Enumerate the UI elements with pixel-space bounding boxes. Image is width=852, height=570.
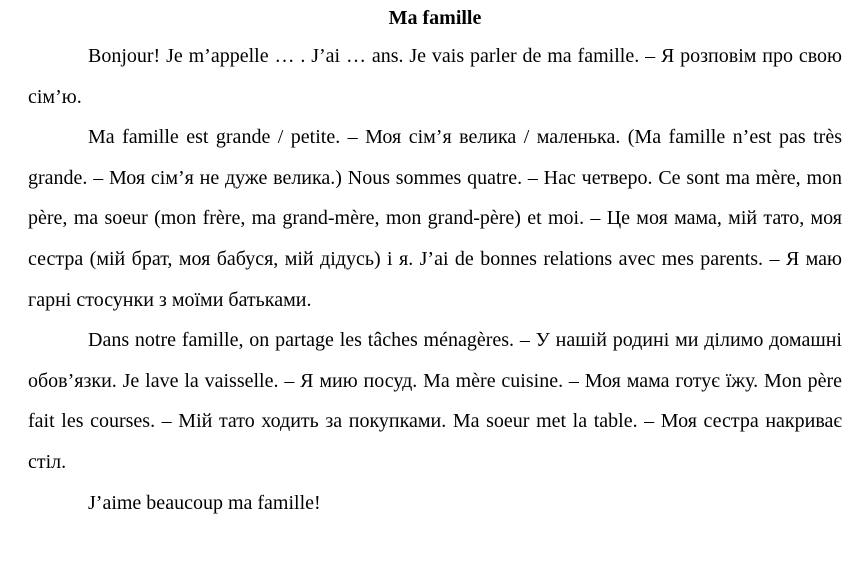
paragraph-conclusion: J’aime beaucoup ma famille! (88, 491, 321, 514)
paragraph-household-chores: Dans notre famille, on partage les tâches ménagères. – У нашій родині ми ділимо домашні обов’язки. Je lave la vaisselle. – Я мию посуд. Ma mère cuisine. – Моя мама готує їжу. Mon père fait les courses. – Мій тато ходить за покупками. Ma soeur met la table. – Моя сестра накриває стіл. (28, 329, 842, 473)
document-title: Ma famille (388, 7, 482, 29)
paragraph-family-members: Ma famille est grande / petite. – Моя сім’я велика / маленька. (Ma famille n’est pas très grande. – Моя сім’я не дуже велика.) Nous sommes quatre. – Нас четверо. Ce sont ma mère, mon père, ma soeur (mon frère, ma grand-mère, mon grand-père) et moi. – Це моя мама, мій тато, моя сестра (мій брат, моя бабуся, мій дідусь) і я. J’ai de bonnes relations avec mes parents. – Я маю гарні стосунки з моїми батьками. (28, 126, 842, 311)
paragraph-introduction: Bonjour! Je m’appelle … . J’ai … ans. Je vais parler de ma famille. – Я розповім про свою сім’ю. (28, 45, 842, 108)
